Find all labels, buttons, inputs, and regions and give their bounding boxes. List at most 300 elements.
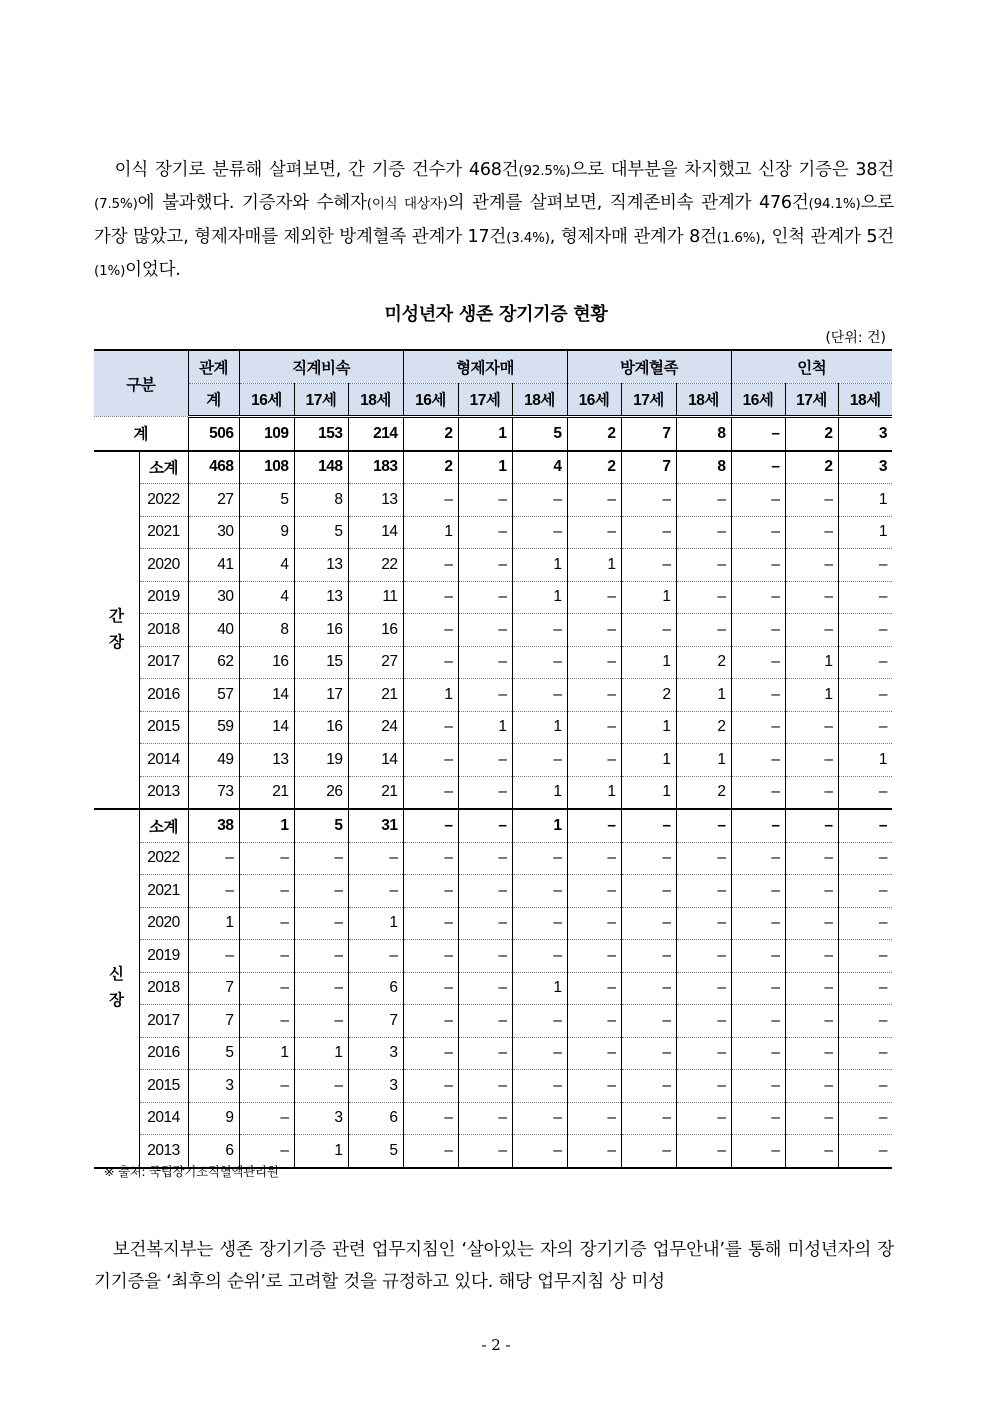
row-year: 2017 [139, 1005, 188, 1038]
table-cell: 7 [621, 417, 676, 451]
header-age: 16세 [403, 383, 458, 417]
table-cell: 1 [239, 1037, 294, 1070]
table-cell: – [458, 940, 512, 973]
table-cell: – [239, 972, 294, 1005]
table-cell: – [785, 972, 838, 1005]
table-cell: – [458, 907, 512, 940]
table-cell: 4 [512, 451, 567, 484]
table-cell: – [294, 1005, 348, 1038]
table-cell: 2 [676, 646, 731, 679]
table-cell: 8 [676, 417, 731, 451]
table-cell: 1 [621, 581, 676, 614]
table-cell: 27 [348, 646, 403, 679]
table-cell: 1 [348, 907, 403, 940]
group-label-liver: 간 장 [94, 451, 139, 810]
table-cell: 1 [621, 776, 676, 809]
table-cell: 108 [239, 451, 294, 484]
table-cell: 59 [188, 711, 239, 744]
table-cell: 2 [403, 417, 458, 451]
table-row [94, 1037, 892, 1070]
table-cell: – [785, 875, 838, 908]
table-cell: – [731, 1005, 785, 1038]
table-cell: – [567, 516, 621, 549]
table-cell: 1 [512, 581, 567, 614]
table-cell: 1 [512, 972, 567, 1005]
table-cell: 183 [348, 451, 403, 484]
table-cell: – [731, 1135, 785, 1168]
table-cell: – [403, 484, 458, 517]
table-cell: 15 [294, 646, 348, 679]
table-cell: – [676, 1005, 731, 1038]
header-age: 18세 [676, 383, 731, 417]
table-cell: 14 [348, 744, 403, 777]
table-cell: – [676, 875, 731, 908]
table-row [94, 744, 892, 777]
table-cell: 1 [785, 679, 838, 712]
table-cell: – [838, 581, 892, 614]
table-cell: – [403, 1102, 458, 1135]
table-cell: – [458, 809, 512, 842]
table-row [94, 1102, 892, 1135]
table-cell: 14 [239, 679, 294, 712]
table-cell: – [731, 842, 785, 875]
table-cell: – [567, 646, 621, 679]
donation-table-container [94, 349, 892, 1169]
table-cell: – [294, 972, 348, 1005]
table-cell: 109 [239, 417, 294, 451]
body-paragraph: 보건복지부는 생존 장기기증 관련 업무지침인 ‘살아있는 자의 장기기증 업무안내’를 통해 미성년자의 장기기증을 ‘최후의 순위’로 고려할 것을 규정하고 있다. 해당 업무지침 상 미성 [94, 1239, 895, 1292]
table-cell: 1 [621, 744, 676, 777]
table-cell: – [676, 549, 731, 582]
table-row [94, 776, 892, 809]
table-cell: – [731, 417, 785, 451]
table-cell: – [239, 1135, 294, 1168]
table-cell: 468 [188, 451, 239, 484]
table-cell: – [403, 1070, 458, 1103]
table-cell: 17 [294, 679, 348, 712]
table-cell: 1 [676, 679, 731, 712]
table-cell: – [785, 484, 838, 517]
table-cell: 1 [838, 516, 892, 549]
row-year: 2015 [139, 1070, 188, 1103]
row-year: 2019 [139, 940, 188, 973]
table-cell: – [785, 614, 838, 647]
table-cell: 13 [294, 549, 348, 582]
header-age: 16세 [731, 383, 785, 417]
table-cell: 7 [348, 1005, 403, 1038]
table-cell: 3 [188, 1070, 239, 1103]
header-group-in-law: 인척 [731, 350, 892, 383]
table-cell: – [676, 581, 731, 614]
table-cell: – [785, 940, 838, 973]
row-label: 소계 [139, 451, 188, 484]
table-cell: – [731, 451, 785, 484]
table-cell: – [621, 842, 676, 875]
table-cell: – [676, 1135, 731, 1168]
table-cell: 1 [567, 549, 621, 582]
table-cell: – [567, 940, 621, 973]
table-cell: – [731, 744, 785, 777]
table-cell: – [239, 875, 294, 908]
table-cell: – [731, 809, 785, 842]
table-cell: – [458, 484, 512, 517]
table-cell: – [838, 809, 892, 842]
table-cell: – [621, 614, 676, 647]
table-cell: 16 [294, 614, 348, 647]
table-cell: 5 [294, 516, 348, 549]
table-cell: – [676, 940, 731, 973]
table-cell: 27 [188, 484, 239, 517]
table-cell: 8 [294, 484, 348, 517]
page-number: - 2 - [481, 1336, 511, 1354]
table-cell: 2 [567, 417, 621, 451]
table-cell: – [731, 875, 785, 908]
table-cell: – [785, 581, 838, 614]
row-year: 2019 [139, 581, 188, 614]
table-cell: – [731, 646, 785, 679]
table-cell: – [458, 776, 512, 809]
table-cell: – [676, 842, 731, 875]
table-cell: 1 [512, 776, 567, 809]
header-age: 17세 [294, 383, 348, 417]
row-year: 2013 [139, 1135, 188, 1168]
table-cell: – [731, 679, 785, 712]
table-cell: – [403, 972, 458, 1005]
table-cell: – [621, 972, 676, 1005]
row-year: 2018 [139, 614, 188, 647]
table-cell: – [785, 1102, 838, 1135]
table-cell: – [567, 907, 621, 940]
table-row [94, 875, 892, 908]
table-cell: – [512, 646, 567, 679]
table-cell: – [403, 1005, 458, 1038]
table-cell: 2 [621, 679, 676, 712]
table-cell: – [785, 1070, 838, 1103]
table-cell: – [458, 1070, 512, 1103]
table-cell: 2 [403, 451, 458, 484]
table-cell: – [621, 809, 676, 842]
table-cell: 1 [512, 711, 567, 744]
table-cell: 16 [239, 646, 294, 679]
table-cell: – [676, 972, 731, 1005]
table-cell: 2 [785, 451, 838, 484]
header-age: 16세 [239, 383, 294, 417]
row-year: 2017 [139, 646, 188, 679]
table-cell: 1 [294, 1135, 348, 1168]
table-cell: – [567, 1037, 621, 1070]
table-cell: – [403, 549, 458, 582]
table-cell: 14 [239, 711, 294, 744]
table-cell: 3 [348, 1070, 403, 1103]
table-cell: 1 [838, 484, 892, 517]
table-cell: – [785, 776, 838, 809]
table-cell: – [403, 581, 458, 614]
table-cell: – [294, 940, 348, 973]
table-cell: – [458, 972, 512, 1005]
header-total: 계 [188, 383, 239, 417]
table-cell: – [838, 842, 892, 875]
table-cell: – [403, 711, 458, 744]
row-year: 2018 [139, 972, 188, 1005]
table-body [94, 417, 892, 1168]
table-cell: 22 [348, 549, 403, 582]
table-row [94, 679, 892, 712]
donation-stats-table [94, 349, 892, 1169]
table-cell: – [403, 744, 458, 777]
table-cell: – [621, 484, 676, 517]
table-row [94, 940, 892, 973]
table-row [94, 516, 892, 549]
table-cell: – [785, 516, 838, 549]
table-cell: 1 [403, 516, 458, 549]
row-label: 소계 [139, 809, 188, 842]
table-cell: – [567, 1070, 621, 1103]
table-cell: – [458, 1102, 512, 1135]
table-row [94, 907, 892, 940]
table-cell: – [348, 842, 403, 875]
table-cell: 1 [512, 809, 567, 842]
table-cell: – [676, 1102, 731, 1135]
table-cell: – [567, 744, 621, 777]
table-cell: – [512, 1037, 567, 1070]
table-cell: – [512, 1070, 567, 1103]
table-cell: – [403, 776, 458, 809]
table-cell: – [731, 484, 785, 517]
table-cell: 8 [239, 614, 294, 647]
table-cell: – [621, 1102, 676, 1135]
table-cell: – [239, 940, 294, 973]
table-cell: – [731, 581, 785, 614]
table-cell: 5 [294, 809, 348, 842]
table-cell: – [621, 516, 676, 549]
table-cell: – [621, 907, 676, 940]
table-cell: 21 [239, 776, 294, 809]
table-cell: – [785, 711, 838, 744]
table-cell: 1 [838, 744, 892, 777]
table-cell: – [731, 549, 785, 582]
table-cell: – [731, 516, 785, 549]
table-cell: 13 [294, 581, 348, 614]
table-cell: 73 [188, 776, 239, 809]
table-cell: 3 [838, 417, 892, 451]
row-year: 2014 [139, 744, 188, 777]
table-cell: – [676, 1037, 731, 1070]
table-cell: 7 [188, 1005, 239, 1038]
row-year: 2022 [139, 842, 188, 875]
table-cell: – [567, 614, 621, 647]
table-cell: – [676, 907, 731, 940]
table-cell: 3 [838, 451, 892, 484]
table-cell: – [239, 1005, 294, 1038]
table-cell: – [403, 614, 458, 647]
table-cell: – [567, 972, 621, 1005]
table-cell: – [785, 549, 838, 582]
header-age: 17세 [458, 383, 512, 417]
table-cell: 2 [676, 776, 731, 809]
table-cell: – [621, 940, 676, 973]
table-cell: – [512, 744, 567, 777]
table-cell: 214 [348, 417, 403, 451]
table-cell: 49 [188, 744, 239, 777]
table-cell: – [621, 875, 676, 908]
table-cell: – [567, 711, 621, 744]
table-cell: – [294, 907, 348, 940]
table-cell: – [838, 907, 892, 940]
table-cell: – [676, 614, 731, 647]
table-cell: – [294, 1070, 348, 1103]
table-cell: – [785, 842, 838, 875]
table-cell: – [458, 646, 512, 679]
table-cell: – [512, 679, 567, 712]
table-cell: – [621, 1037, 676, 1070]
table-cell: 11 [348, 581, 403, 614]
row-year: 2016 [139, 1037, 188, 1070]
table-row [94, 1005, 892, 1038]
table-row-subtotal [94, 809, 892, 842]
table-cell: 2 [785, 417, 838, 451]
table-row [94, 549, 892, 582]
table-cell: – [838, 1005, 892, 1038]
row-year: 2022 [139, 484, 188, 517]
table-cell: – [458, 842, 512, 875]
unit-note: (단위: 건) [825, 330, 886, 346]
table-cell: – [294, 842, 348, 875]
row-year: 2020 [139, 907, 188, 940]
row-year: 2014 [139, 1102, 188, 1135]
table-cell: – [403, 940, 458, 973]
table-cell: – [567, 1005, 621, 1038]
table-cell: – [512, 1102, 567, 1135]
table-cell: 1 [676, 744, 731, 777]
table-cell: 21 [348, 776, 403, 809]
table-cell: – [621, 1135, 676, 1168]
table-cell: – [731, 1070, 785, 1103]
table-cell: 3 [348, 1037, 403, 1070]
table-row [94, 842, 892, 875]
table-cell: 13 [239, 744, 294, 777]
table-row-total [94, 417, 892, 451]
table-cell: – [512, 940, 567, 973]
header-category: 구분 [94, 350, 188, 417]
table-cell: – [458, 614, 512, 647]
header-age: 17세 [621, 383, 676, 417]
table-cell: – [458, 581, 512, 614]
table-cell: – [838, 1037, 892, 1070]
table-cell: 3 [294, 1102, 348, 1135]
table-cell: – [838, 549, 892, 582]
table-cell: 26 [294, 776, 348, 809]
table-cell: – [785, 907, 838, 940]
table-cell: – [458, 1135, 512, 1168]
header-age: 18세 [838, 383, 892, 417]
table-cell: – [838, 1070, 892, 1103]
table-cell: 7 [188, 972, 239, 1005]
table-cell: 5 [348, 1135, 403, 1168]
table-cell: – [621, 1070, 676, 1103]
table-cell: 31 [348, 809, 403, 842]
table-cell: – [621, 549, 676, 582]
table-cell: – [838, 614, 892, 647]
table-cell: – [567, 679, 621, 712]
table-cell: – [676, 516, 731, 549]
table-cell: 38 [188, 809, 239, 842]
table-cell: – [188, 875, 239, 908]
table-cell: – [838, 646, 892, 679]
table-cell: – [188, 940, 239, 973]
table-cell: – [294, 875, 348, 908]
table-cell: – [838, 711, 892, 744]
table-cell: – [785, 744, 838, 777]
table-cell: 1 [512, 549, 567, 582]
row-year: 2021 [139, 875, 188, 908]
table-cell: 16 [294, 711, 348, 744]
table-cell: – [567, 581, 621, 614]
table-row [94, 581, 892, 614]
table-cell: 9 [239, 516, 294, 549]
table-cell: – [239, 842, 294, 875]
intro-paragraph: 이식 장기로 분류해 살펴보면, 간 기증 건수가 468건(92.5%)으로 대부분을 차지했고 신장 기증은 38건(7.5%)에 불과했다. 기증자와 수혜자(이식 대상자)의 관계를 살펴보면, 직계존비속 관계가 476건(94.1%)으로 가장 많았고, 형제자매를 제외한 방계혈족 관계가 17건(3.4%), 형제자매 관계가 8건(1.6%), 인척 관계가 5건(1%)이었다. [94, 159, 894, 280]
table-cell: – [567, 1135, 621, 1168]
table-cell: – [239, 1070, 294, 1103]
table-cell: – [458, 875, 512, 908]
table-cell: – [838, 1135, 892, 1168]
table-cell: – [239, 1102, 294, 1135]
table-cell: – [239, 907, 294, 940]
table-cell: – [731, 907, 785, 940]
table-cell: – [731, 614, 785, 647]
table-cell: – [458, 1005, 512, 1038]
table-cell: 9 [188, 1102, 239, 1135]
table-cell: 1 [458, 451, 512, 484]
table-cell: – [838, 972, 892, 1005]
table-cell: – [731, 711, 785, 744]
header-group-lineal: 직계비속 [239, 350, 403, 383]
table-row [94, 711, 892, 744]
table-cell: – [403, 875, 458, 908]
table-cell: – [512, 484, 567, 517]
table-cell: – [785, 1005, 838, 1038]
table-cell: – [731, 1102, 785, 1135]
table-cell: 21 [348, 679, 403, 712]
table-cell: 1 [403, 679, 458, 712]
table-cell: – [458, 679, 512, 712]
table-cell: – [567, 875, 621, 908]
table-cell: – [403, 1135, 458, 1168]
table-cell: – [785, 809, 838, 842]
table-cell: – [731, 776, 785, 809]
table-cell: 1 [458, 417, 512, 451]
table-cell: – [838, 1102, 892, 1135]
table-cell: – [458, 1037, 512, 1070]
header-age: 16세 [567, 383, 621, 417]
table-cell: 57 [188, 679, 239, 712]
table-cell: 6 [348, 1102, 403, 1135]
table-cell: 24 [348, 711, 403, 744]
table-row [94, 1070, 892, 1103]
table-cell: – [458, 744, 512, 777]
table-cell: 16 [348, 614, 403, 647]
table-cell: 30 [188, 516, 239, 549]
table-cell: – [567, 842, 621, 875]
table-cell: 1 [785, 646, 838, 679]
table-cell: – [731, 972, 785, 1005]
table-cell: 7 [621, 451, 676, 484]
table-row [94, 484, 892, 517]
table-cell: 30 [188, 581, 239, 614]
table-cell: 5 [239, 484, 294, 517]
table-cell: – [512, 1135, 567, 1168]
table-cell: 153 [294, 417, 348, 451]
